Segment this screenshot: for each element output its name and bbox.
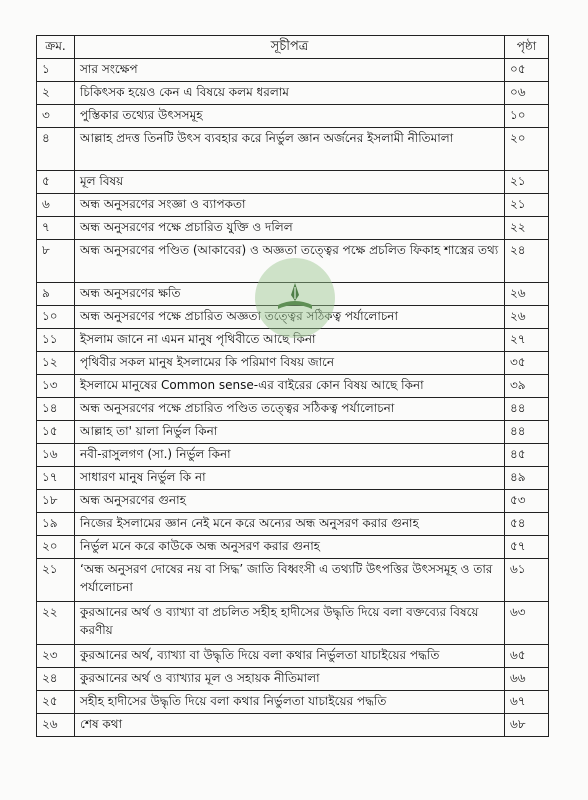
entry-page: ৫৭: [505, 535, 549, 558]
entry-title: মূল বিষয়: [75, 170, 505, 193]
table-row: [37, 420, 549, 443]
entry-page: ৬৬: [505, 667, 549, 690]
table-row: [37, 601, 549, 644]
entry-page: ০৫: [505, 58, 549, 81]
entry-title: নির্ভুল মনে করে কাউকে অন্ধ অনুসরণ করার গুনাহ: [75, 535, 505, 558]
entry-number: ১৯: [37, 512, 75, 535]
entry-number: ৭: [37, 216, 75, 239]
entry-number: ২৪: [37, 667, 75, 690]
entry-title: সার সংক্ষেপ: [75, 58, 505, 81]
entry-number: ২০: [37, 535, 75, 558]
entry-title: অন্ধ অনুসরণের পক্ষে প্রচারিত অজ্ঞতা তত্ত্বের সঠিকত্ব পর্যালোচনা: [75, 305, 505, 328]
entry-number: ২৫: [37, 690, 75, 713]
entry-number: ১: [37, 58, 75, 81]
entry-title: নিজের ইসলামের জ্ঞান নেই মনে করে অন্যের অন্ধ অনুসরণ করার গুনাহ: [75, 512, 505, 535]
entry-number: ১৩: [37, 374, 75, 397]
entry-page: ৫৩: [505, 489, 549, 512]
entry-title: ইসলাম জানে না এমন মানুষ পৃথিবীতে আছে কিনা: [75, 328, 505, 351]
entry-page: ২৪: [505, 239, 549, 282]
table-row: [37, 667, 549, 690]
entry-page: ২৬: [505, 282, 549, 305]
watermark-logo: [255, 258, 335, 338]
header-row: [37, 36, 549, 59]
entry-page: ৪৪: [505, 420, 549, 443]
table-row: [37, 397, 549, 420]
entry-page: ২২: [505, 216, 549, 239]
entry-title: অন্ধ অনুসরণের সংজ্ঞা ও ব্যাপকতা: [75, 193, 505, 216]
entry-page: ৬৭: [505, 690, 549, 713]
table-row: [37, 193, 549, 216]
entry-page: ৪৫: [505, 443, 549, 466]
entry-number: ১৬: [37, 443, 75, 466]
table-row: [37, 690, 549, 713]
entry-title: অন্ধ অনুসরণের পণ্ডিত (আকাবের) ও অজ্ঞতা তত্ত্বের পক্ষে প্রচলিত ফিকাহ শাস্ত্রের তথ্য: [75, 239, 505, 282]
table-row: [37, 104, 549, 127]
table-row: [37, 443, 549, 466]
entry-page: ২০: [505, 127, 549, 170]
entry-number: ৫: [37, 170, 75, 193]
entry-title: সাধারণ মানুষ নির্ভুল কি না: [75, 466, 505, 489]
entry-number: ১৫: [37, 420, 75, 443]
toc-body: [37, 58, 549, 736]
table-row: [37, 127, 549, 170]
entry-number: ৩: [37, 104, 75, 127]
table-row: [37, 558, 549, 601]
entry-page: ৬৮: [505, 713, 549, 736]
entry-page: ২৭: [505, 328, 549, 351]
entry-number: ২: [37, 81, 75, 104]
entry-title: পৃথিবীর সকল মানুষ ইসলামের কি পরিমাণ বিষয় জানে: [75, 351, 505, 374]
entry-title: অন্ধ অনুসরণের পক্ষে প্রচারিত পণ্ডিত তত্ত্বের সঠিকত্ব পর্যালোচনা: [75, 397, 505, 420]
entry-title: পুস্তিকার তথ্যের উৎসসমূহ: [75, 104, 505, 127]
entry-title: ইসলামে মানুষের Common sense-এর বাইরের কোন বিষয় আছে কিনা: [75, 374, 505, 397]
table-row: [37, 58, 549, 81]
table-row: [37, 535, 549, 558]
entry-title: চিকিৎসক হয়েও কেন এ বিষয়ে কলম ধরলাম: [75, 81, 505, 104]
entry-page: ২১: [505, 170, 549, 193]
entry-title: কুরআনের অর্থ, ব্যাখ্যা বা উদ্ধৃতি দিয়ে বলা কথার নির্ভুলতা যাচাইয়ের পদ্ধতি: [75, 644, 505, 667]
page-header: পৃষ্ঠা: [505, 36, 549, 59]
table-row: [37, 216, 549, 239]
table-row: [37, 81, 549, 104]
entry-title: সহীহ হাদীসের উদ্ধৃতি দিয়ে বলা কথার নির্ভুলতা যাচাইয়ের পদ্ধতি: [75, 690, 505, 713]
entry-number: ৮: [37, 239, 75, 282]
table-row: [37, 374, 549, 397]
table-row: [37, 489, 549, 512]
entry-title: শেষ কথা: [75, 713, 505, 736]
table-row: [37, 713, 549, 736]
entry-number: ১৭: [37, 466, 75, 489]
table-row: [37, 351, 549, 374]
entry-title: কুরআনের অর্থ ও ব্যাখ্যা বা প্রচলিত সহীহ হাদীসের উদ্ধৃতি দিয়ে বলা বক্তব্যের বিষয়ে করণীয়: [75, 601, 505, 644]
entry-title: অন্ধ অনুসরণের গুনাহ: [75, 489, 505, 512]
entry-page: ১০: [505, 104, 549, 127]
entry-number: ২২: [37, 601, 75, 644]
entry-title: আল্লাহ তা' য়ালা নির্ভুল কিনা: [75, 420, 505, 443]
entry-number: ১২: [37, 351, 75, 374]
entry-title: কুরআনের অর্থ ও ব্যাখ্যার মূল ও সহায়ক নীতিমালা: [75, 667, 505, 690]
entry-number: ১০: [37, 305, 75, 328]
entry-page: ৪৪: [505, 397, 549, 420]
entry-page: ৬১: [505, 558, 549, 601]
entry-number: ১৪: [37, 397, 75, 420]
table-row: [37, 466, 549, 489]
entry-page: ২১: [505, 193, 549, 216]
table-row: [37, 644, 549, 667]
entry-page: ৩৫: [505, 351, 549, 374]
entry-title: ‘অন্ধ অনুসরণ দোষের নয় বা সিদ্ধ’ জাতি বিধ্বংসী এ তথ্যটি উৎপত্তির উৎসসমূহ ও তার পর্যালোচনা: [75, 558, 505, 601]
entry-page: ২৬: [505, 305, 549, 328]
contents-title: সূচীপত্র: [75, 36, 505, 59]
entry-number: ৬: [37, 193, 75, 216]
entry-title: অন্ধ অনুসরণের পক্ষে প্রচারিত যুক্তি ও দলিল: [75, 216, 505, 239]
entry-title: আল্লাহ প্রদত্ত তিনটি উৎস ব্যবহার করে নির্ভুল জ্ঞান অর্জনের ইসলামী নীতিমালা: [75, 127, 505, 170]
table-row: [37, 512, 549, 535]
serial-header: ক্রম.: [37, 36, 75, 59]
entry-title: অন্ধ অনুসরণের ক্ষতি: [75, 282, 505, 305]
entry-number: ২১: [37, 558, 75, 601]
entry-number: ২৬: [37, 713, 75, 736]
entry-title: নবী-রাসুলগণ (সা.) নির্ভুল কিনা: [75, 443, 505, 466]
entry-page: ৪৯: [505, 466, 549, 489]
table-of-contents: [36, 35, 549, 737]
entry-number: ২৩: [37, 644, 75, 667]
entry-page: ৫৪: [505, 512, 549, 535]
entry-number: ১১: [37, 328, 75, 351]
entry-number: ৯: [37, 282, 75, 305]
entry-number: ৪: [37, 127, 75, 170]
table-row: [37, 170, 549, 193]
entry-page: ৬৩: [505, 601, 549, 644]
entry-page: ০৬: [505, 81, 549, 104]
entry-page: ৩৯: [505, 374, 549, 397]
entry-page: ৬৫: [505, 644, 549, 667]
entry-number: ১৮: [37, 489, 75, 512]
book-pen-logo-icon: [272, 275, 318, 321]
